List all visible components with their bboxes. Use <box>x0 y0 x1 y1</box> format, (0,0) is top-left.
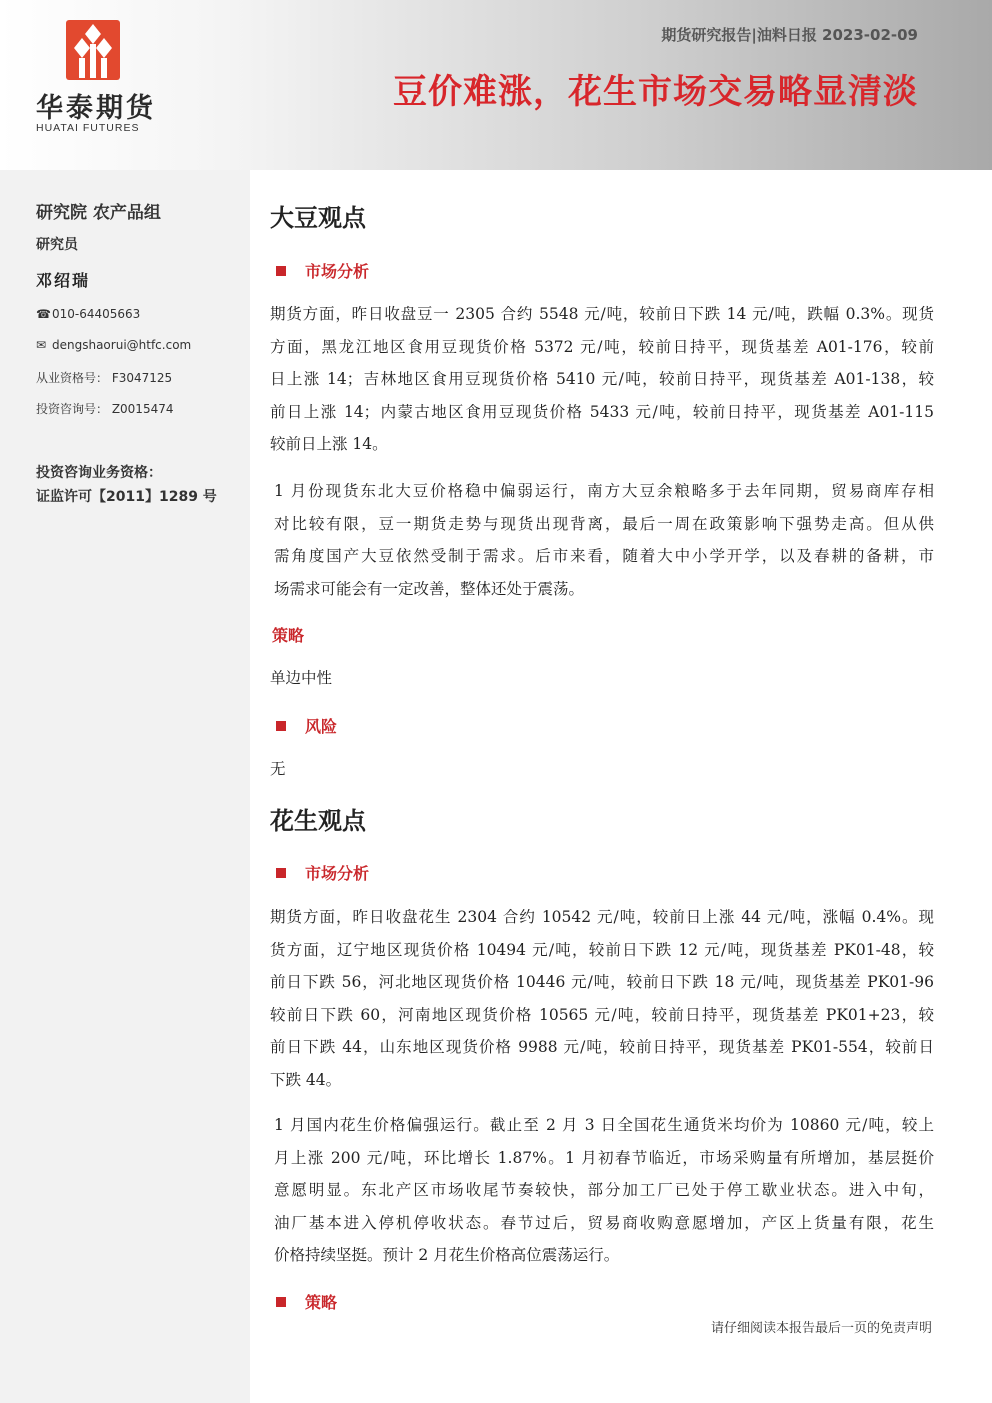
author-name: 邓绍瑞 <box>36 271 91 290</box>
report-title: 豆价难涨，花生市场交易略显清淡 <box>393 72 918 112</box>
soybean-market-paragraph-1 <box>270 298 934 461</box>
subheading-label: 市场分析 <box>305 262 370 281</box>
soybean-market-paragraph-2 <box>274 475 934 605</box>
subheading-label: 策略 <box>305 1293 338 1312</box>
paragraph-line: 价格持续坚挺。预计 2 月花生价格高位震荡运行。 <box>274 1246 620 1265</box>
report-header <box>0 0 992 170</box>
paragraph-line: 单边中性 <box>270 669 333 687</box>
square-bullet-icon <box>276 868 286 878</box>
paragraph-line: 月上涨 200 元/吨，环比增长 1.87%。1 月初春节临近，市场采购量有所增加，基层挺价 <box>274 1148 934 1167</box>
disclaimer-footer: 请仔细阅读本报告最后一页的免责声明 <box>710 1321 932 1336</box>
peanut-market-paragraph-1 <box>270 901 934 1097</box>
paragraph-line: 对比较有限，豆一期货走势与现货出现背离，最后一周在政策影响下强势走高。但从供 <box>274 514 934 533</box>
soybean-strategy-text <box>270 662 934 695</box>
paragraph-line: 前日下跌 56，河北地区现货价格 10446 元/吨，较前日下跌 18 元/吨，现货基差 PK01-96 <box>270 973 934 992</box>
soybean-risk-subheading <box>276 714 337 737</box>
huatai-logo-icon <box>66 20 120 80</box>
soybean-risk-text <box>270 753 934 786</box>
paragraph-line: 前日下跌 44，山东地区现货价格 9988 元/吨，较前日持平，现货基差 PK01-554，较前日 <box>270 1038 934 1057</box>
square-bullet-icon <box>276 1297 286 1307</box>
paragraph-line: 货方面，辽宁地区现货价格 10494 元/吨，较前日下跌 12 元/吨，现货基差 PK01-48，较 <box>270 940 934 959</box>
paragraph-line: 较前日下跌 60，河南地区现货价格 10565 元/吨，较前日持平，现货基差 PK01+23，较 <box>270 1005 934 1024</box>
logo-chinese-name: 华泰期货 <box>36 93 156 124</box>
envelope-icon: ✉ <box>36 338 47 352</box>
report-meta: 期货研究报告|油料日报 2023-02-09 <box>661 26 918 44</box>
peanut-heading: 花生观点 <box>270 807 366 835</box>
author-email[interactable] <box>36 338 191 352</box>
paragraph-line: 日上涨 14；吉林地区食用豆现货价格 5410 元/吨，较前日持平，现货基差 A01-138，较 <box>270 370 934 389</box>
paragraph-line: 较前日上涨 14。 <box>270 435 388 454</box>
paragraph-line: 前日上涨 14；内蒙古地区食用豆现货价格 5433 元/吨，较前日持平，现货基差 A01-115 <box>270 402 934 421</box>
qualification-title: 投资咨询业务资格： <box>36 465 162 481</box>
subheading-label: 市场分析 <box>305 864 370 883</box>
paragraph-line: 无 <box>270 760 286 778</box>
square-bullet-icon <box>276 266 286 276</box>
qualification-text: 证监许可【2011】1289 号 <box>36 489 217 505</box>
subheading-label: 风险 <box>305 717 338 736</box>
peanut-market-subheading <box>276 861 369 884</box>
soybean-strategy-subheading: 策略 <box>272 626 305 645</box>
paragraph-line: 意愿明显。东北产区市场收尾节奏较快，部分加工厂已处于停工歇业状态。进入中旬， <box>274 1181 934 1200</box>
paragraph-line: 期货方面，昨日收盘花生 2304 合约 10542 元/吨，较前日上涨 44 元/吨，涨幅 0.4%。现 <box>270 908 934 926</box>
soybean-market-subheading <box>276 259 369 282</box>
paragraph-line: 油厂基本进入停机停收状态。春节过后，贸易商收购意愿增加，产区上货量有限，花生 <box>274 1213 934 1232</box>
email-address[interactable]: dengshaorui@htfc.com <box>52 338 192 352</box>
consult-license: 投资咨询号： Z0015474 <box>36 402 174 416</box>
soybean-heading: 大豆观点 <box>270 204 366 232</box>
research-group: 研究院 农产品组 <box>36 203 161 223</box>
author-role: 研究员 <box>36 237 78 253</box>
logo-english-name: HUATAI FUTURES <box>36 122 140 134</box>
peanut-market-paragraph-2 <box>274 1109 934 1272</box>
phone-icon: ☎ <box>36 307 51 321</box>
paragraph-line: 方面，黑龙江地区食用豆现货价格 5372 元/吨，较前日持平，现货基差 A01-176，较前 <box>270 337 934 356</box>
author-phone <box>36 307 140 321</box>
phone-number: 010-64405663 <box>52 307 141 321</box>
paragraph-line: 需角度国产大豆依然受制于需求。后市来看，随着大中小学开学，以及春耕的备耕，市 <box>274 547 934 566</box>
paragraph-line: 1 月份现货东北大豆价格稳中偏弱运行，南方大豆余粮略多于去年同期，贸易商库存相 <box>274 482 934 500</box>
paragraph-line: 下跌 44。 <box>270 1070 342 1089</box>
author-sidebar <box>0 170 250 1403</box>
paragraph-line: 场需求可能会有一定改善，整体还处于震荡。 <box>274 579 585 598</box>
peanut-strategy-subheading <box>276 1290 337 1313</box>
company-logo <box>36 20 166 140</box>
paragraph-line: 1 月国内花生价格偏强运行。截止至 2 月 3 日全国花生通货米均价为 10860 元/吨，较上 <box>274 1116 934 1134</box>
square-bullet-icon <box>276 721 286 731</box>
practice-license: 从业资格号： F3047125 <box>36 371 173 385</box>
paragraph-line: 期货方面，昨日收盘豆一 2305 合约 5548 元/吨，较前日下跌 14 元/吨，跌幅 0.3%。现货 <box>270 305 934 323</box>
